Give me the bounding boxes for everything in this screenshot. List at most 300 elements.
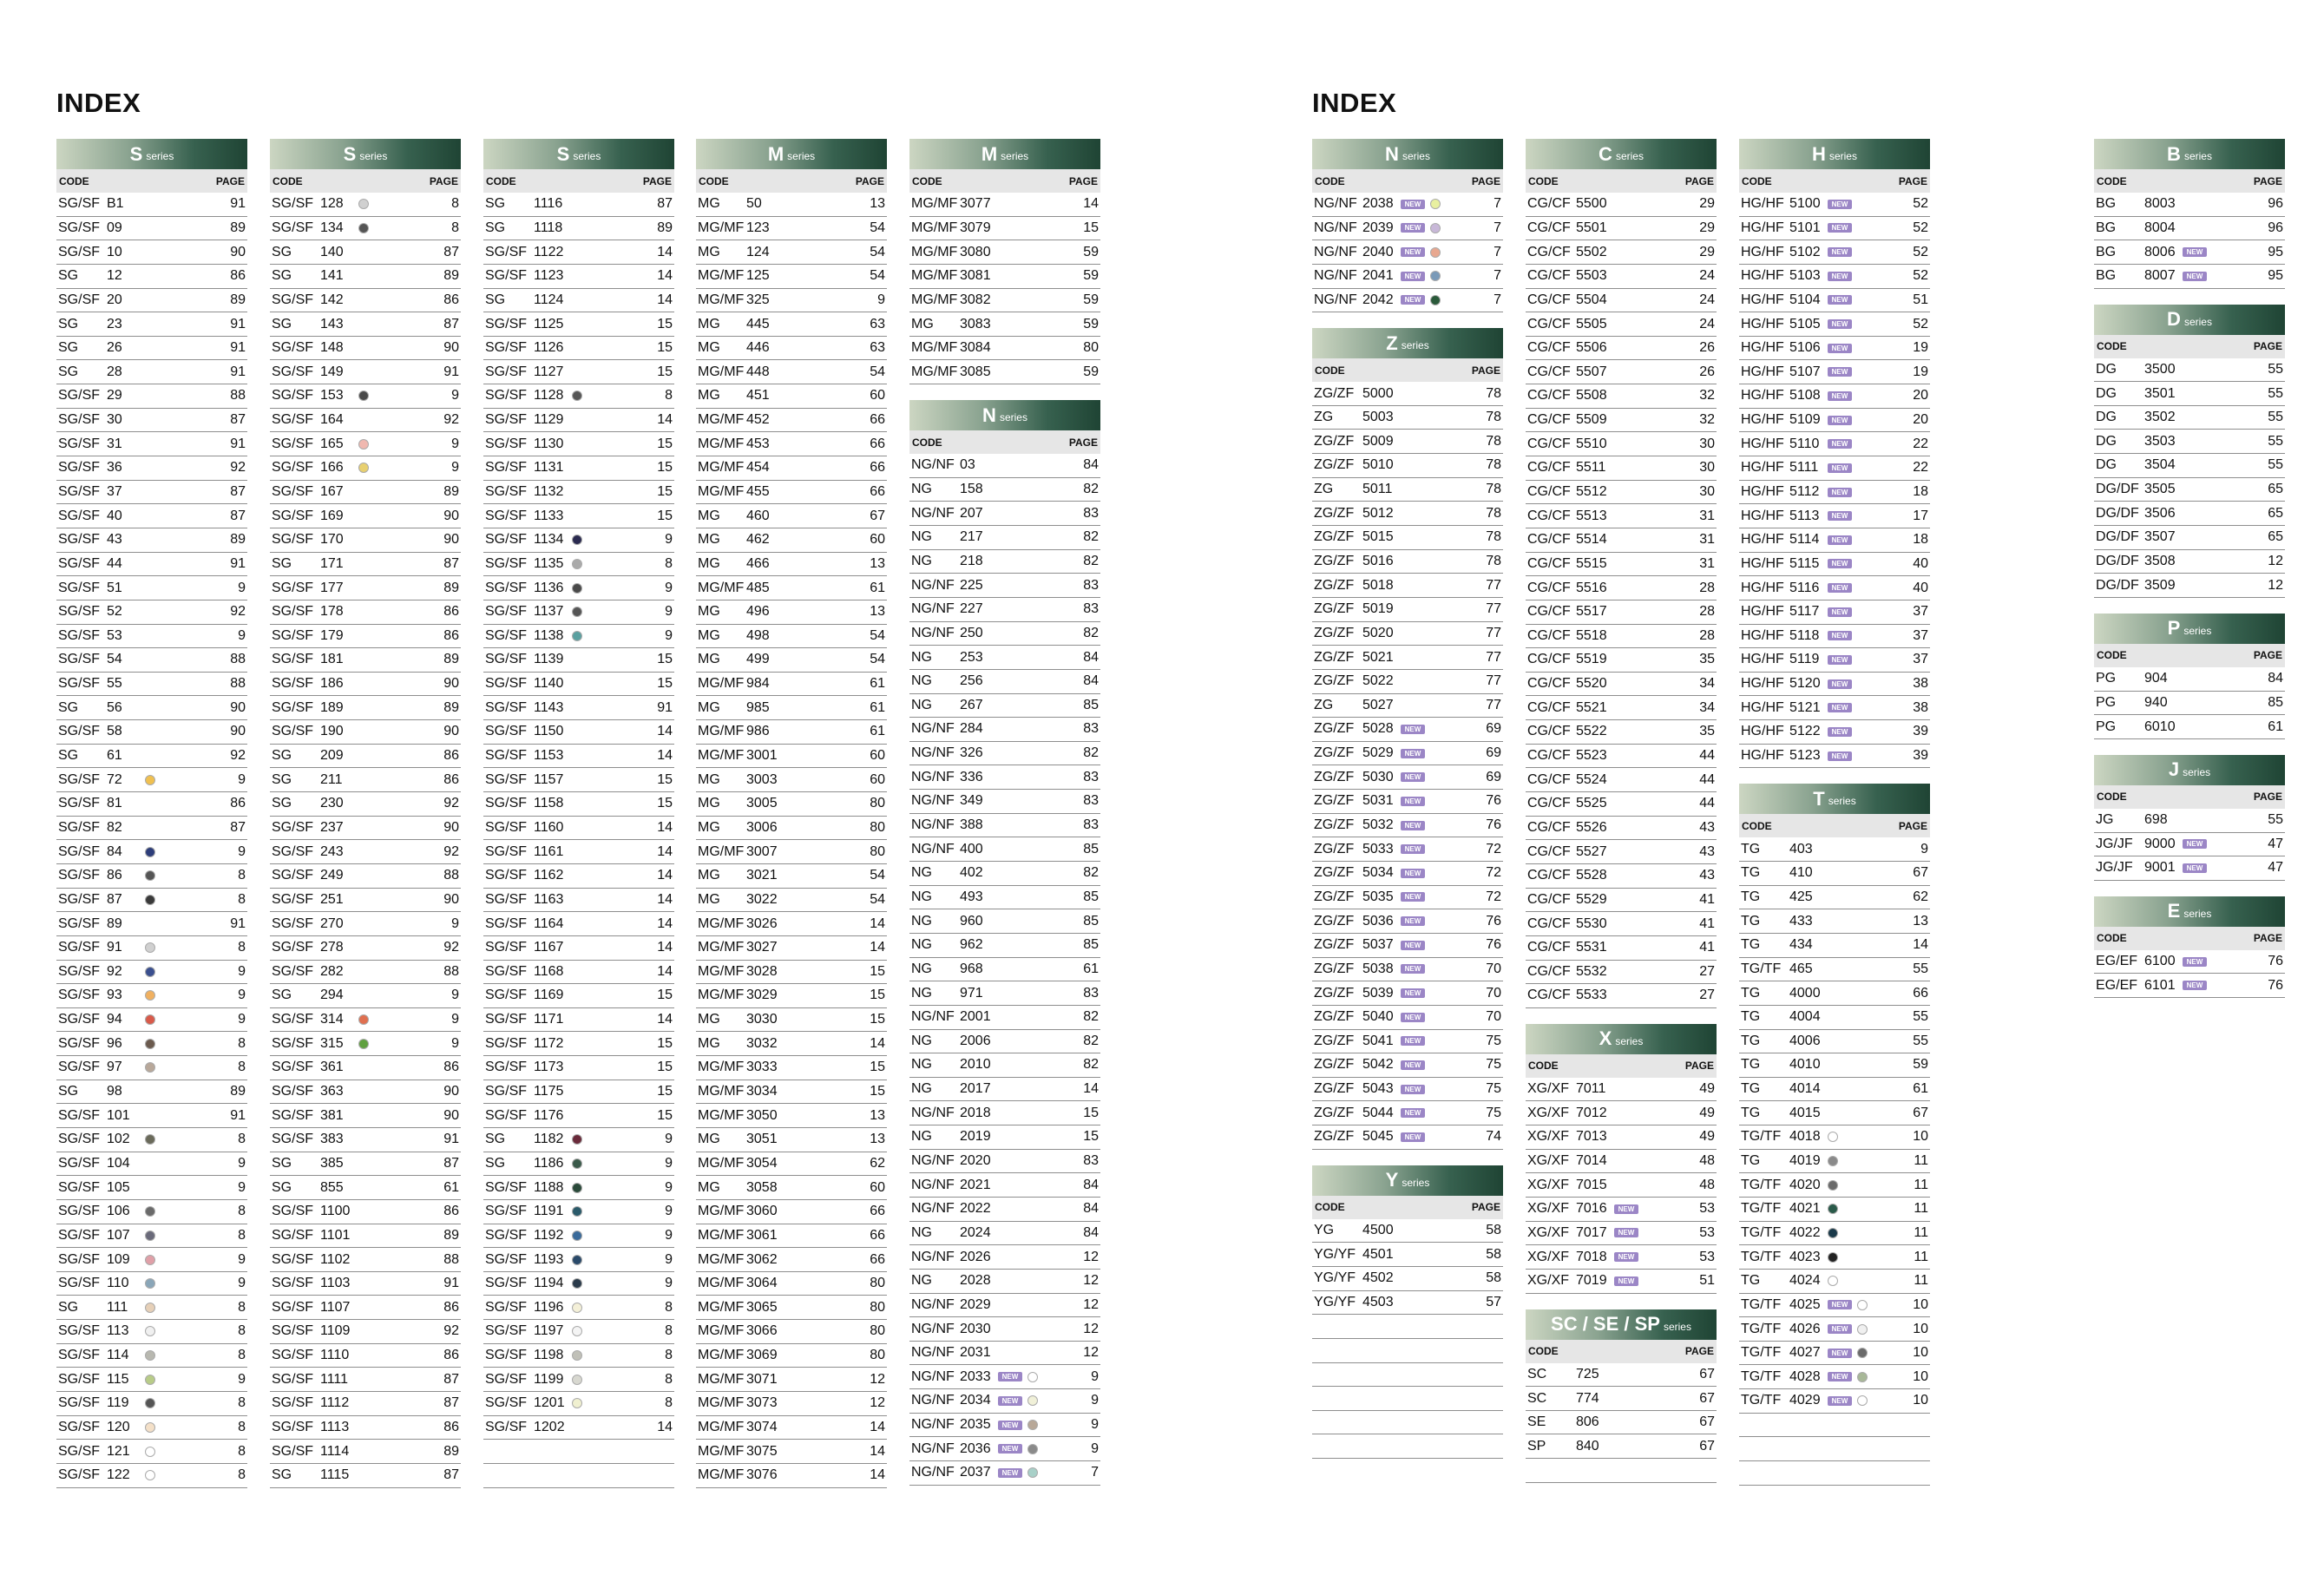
row-code-number: 7017 (1576, 1224, 1607, 1240)
row-code-prefix: ZG (1314, 697, 1334, 712)
table-row (483, 1056, 674, 1080)
table-row (270, 648, 461, 673)
row-page: 9 (238, 771, 246, 787)
row-extras (1824, 295, 1897, 305)
table-row (56, 312, 247, 337)
row-code-prefix: MG (698, 604, 720, 620)
row-code-number: 102 (107, 1132, 130, 1147)
row-page: 14 (657, 724, 673, 739)
color-swatch-icon (1027, 1444, 1038, 1454)
row-code-number: 1110 (320, 1348, 350, 1363)
row-code-prefix: DG (2096, 410, 2117, 425)
table-row (483, 625, 674, 649)
row-code-prefix: HG/HF (1741, 340, 1784, 356)
row-extras (1824, 655, 1897, 665)
row-code-number: 1102 (320, 1251, 351, 1267)
series-word: series (1663, 1320, 1691, 1333)
row-code-number: 253 (960, 649, 983, 665)
color-swatch-icon (1430, 199, 1441, 209)
row-page: 76 (2268, 954, 2283, 969)
row-page: 90 (230, 244, 246, 259)
row-page: 49 (1699, 1105, 1715, 1120)
row-code-prefix: MG (698, 819, 720, 835)
series-block (2094, 755, 2285, 881)
row-page: 10 (1913, 1368, 1928, 1384)
row-page: 31 (1699, 532, 1715, 548)
row-page: 92 (230, 604, 246, 620)
row-page: 87 (443, 244, 459, 259)
row-code-prefix: YG (1314, 1223, 1335, 1238)
page-header: PAGE (1471, 174, 1500, 187)
table-row (483, 1008, 674, 1033)
row-code-prefix: DG (2096, 457, 2117, 473)
row-code-number: 1137 (534, 604, 564, 620)
series-header (1312, 139, 1503, 169)
row-code-number: 7019 (1576, 1273, 1607, 1289)
row-page: 43 (1699, 819, 1715, 835)
row-page: 54 (870, 891, 885, 907)
row-page: 19 (1913, 364, 1928, 379)
table-row (270, 696, 461, 720)
table-row (696, 409, 887, 433)
row-code-number: 2042 (1362, 292, 1394, 307)
row-code-number: 5031 (1362, 793, 1394, 809)
row-code-number: 5021 (1362, 649, 1394, 665)
table-row (483, 504, 674, 528)
row-page: 58 (1486, 1223, 1501, 1238)
table-row (270, 1368, 461, 1392)
row-code-number: 2034 (960, 1393, 991, 1408)
row-page: 8 (238, 1467, 246, 1483)
row-code-number: 211 (320, 771, 343, 787)
row-code-prefix: TG/TF (1741, 1345, 1782, 1361)
row-code-number: 3005 (746, 796, 778, 811)
row-code-number: 28 (107, 364, 122, 379)
row-code-number: 2026 (960, 1249, 991, 1264)
index-column (1312, 139, 1503, 1474)
color-swatch-icon (145, 1422, 155, 1433)
row-extras (1397, 1132, 1470, 1142)
row-extras (1824, 511, 1897, 521)
row-page: 54 (870, 244, 885, 259)
column-header (56, 169, 247, 193)
table-row (696, 360, 887, 384)
row-code-number: 1191 (534, 1204, 564, 1219)
row-code-prefix: SG/SF (58, 1204, 101, 1219)
table-row (1312, 550, 1503, 574)
row-extras (1824, 1300, 1897, 1310)
row-code-prefix: SG/SF (272, 1251, 314, 1267)
row-page: 92 (443, 940, 459, 955)
row-code-number: 114 (107, 1348, 129, 1363)
row-page: 87 (443, 1395, 459, 1411)
row-extras (568, 1350, 641, 1361)
row-code-number: 1115 (320, 1467, 350, 1483)
row-code-number: 1192 (534, 1227, 564, 1243)
row-page: 11 (1914, 1249, 1928, 1264)
row-page: 9 (665, 1276, 673, 1291)
table-row (1526, 864, 1717, 889)
table-row (2094, 856, 2285, 881)
row-page: 95 (2268, 268, 2283, 284)
row-code-number: 5009 (1362, 433, 1394, 449)
table-row (1526, 481, 1717, 505)
row-page: 12 (1083, 1249, 1099, 1264)
row-extras (141, 847, 214, 857)
row-page: 90 (230, 699, 246, 715)
row-code-number: 110 (107, 1276, 129, 1291)
table-row (1739, 909, 1930, 934)
table-row (1739, 481, 1930, 505)
table-row (696, 193, 887, 217)
row-extras (568, 1326, 641, 1336)
table-row (1312, 1030, 1503, 1054)
row-code-prefix: CG/CF (1527, 843, 1571, 859)
row-code-number: 314 (320, 1012, 344, 1027)
new-badge: NEW (1401, 1013, 1425, 1022)
row-page: 14 (1083, 196, 1099, 212)
row-code-prefix: MG/MF (698, 988, 745, 1003)
table-row (1526, 193, 1717, 217)
table-row (1312, 430, 1503, 454)
row-code-prefix: SG/SF (485, 676, 528, 692)
row-code-prefix: SG (58, 748, 79, 764)
row-code-number: 1122 (534, 244, 564, 259)
row-code-prefix: SG/SF (485, 771, 528, 787)
row-page: 32 (1699, 412, 1715, 428)
row-code-number: 446 (746, 340, 770, 356)
row-code-prefix: NG (911, 482, 932, 497)
row-page: 24 (1699, 316, 1715, 331)
row-code-number: 3003 (746, 771, 778, 787)
table-row (56, 961, 247, 985)
color-swatch-icon (145, 895, 155, 905)
table-row (1526, 961, 1717, 985)
table-row (483, 912, 674, 936)
row-code-number: 4010 (1789, 1057, 1821, 1073)
row-code-prefix: NG (911, 1273, 932, 1289)
table-row (56, 360, 247, 384)
row-code-prefix: MG/MF (698, 1467, 745, 1483)
index-column (56, 139, 247, 1504)
row-page: 8 (665, 555, 673, 571)
row-code-prefix: ZG/ZF (1314, 865, 1355, 881)
color-swatch-icon (1027, 1420, 1038, 1430)
row-code-number: 2039 (1362, 220, 1394, 235)
row-page: 83 (1083, 985, 1099, 1001)
table-row (56, 409, 247, 433)
row-code-number: 5116 (1789, 580, 1820, 595)
row-page: 15 (657, 676, 673, 692)
row-code-number: 56 (107, 699, 122, 715)
row-code-prefix: NG (911, 1129, 932, 1145)
row-code-prefix: SG/SF (485, 412, 528, 428)
table-row (1526, 912, 1717, 936)
table-row (1526, 553, 1717, 577)
row-code-number: 5500 (1576, 196, 1607, 212)
table-row (1739, 600, 1930, 625)
series-header (56, 139, 247, 169)
row-code-number: 1194 (534, 1276, 564, 1291)
row-extras (141, 990, 214, 1001)
row-code-prefix: MG (698, 532, 720, 548)
row-code-prefix: HG/HF (1741, 484, 1784, 499)
table-row (483, 481, 674, 505)
row-extras (1824, 1228, 1897, 1238)
row-code-number: 2021 (960, 1177, 991, 1192)
row-code-prefix: MG/MF (911, 364, 958, 379)
color-swatch-icon (145, 775, 155, 785)
row-code-number: 2017 (960, 1081, 991, 1097)
row-page: 11 (1914, 1153, 1928, 1169)
series-letter: S (129, 142, 143, 165)
row-code-prefix: SG/SF (272, 1419, 314, 1434)
row-page: 91 (230, 436, 246, 451)
row-page: 55 (2268, 385, 2283, 401)
row-page: 55 (2268, 812, 2283, 828)
row-code-prefix: ZG/ZF (1314, 577, 1355, 593)
table-row (1526, 240, 1717, 265)
row-page: 69 (1486, 721, 1501, 737)
row-code-number: 1127 (534, 364, 564, 379)
new-badge: NEW (1828, 1324, 1852, 1334)
row-extras (1824, 1252, 1897, 1263)
new-badge: NEW (1401, 223, 1425, 233)
table-row (1739, 1150, 1930, 1174)
color-swatch-icon (572, 1326, 582, 1336)
table-row (483, 217, 674, 241)
row-code-prefix: SG/SF (272, 699, 314, 715)
row-page: 80 (870, 796, 885, 811)
table-row (696, 1368, 887, 1392)
row-code-number: 1198 (534, 1348, 564, 1363)
row-code-prefix: TG/TF (1741, 1296, 1782, 1312)
row-code-prefix: XG/XF (1527, 1224, 1570, 1240)
row-extras (141, 1422, 214, 1433)
empty-row (483, 1464, 674, 1488)
row-extras (1824, 559, 1897, 568)
row-code-number: 44 (107, 555, 122, 571)
color-swatch-icon (145, 1447, 155, 1457)
row-code-prefix: SG/SF (485, 1012, 528, 1027)
row-code-number: 189 (320, 699, 344, 715)
row-code-prefix: MG/MF (698, 364, 745, 379)
row-page: 53 (1699, 1224, 1715, 1240)
table-row (483, 1200, 674, 1224)
code-header: CODE (486, 174, 516, 187)
row-code-prefix: SG/SF (272, 1060, 314, 1075)
row-code-number: 4000 (1789, 985, 1821, 1001)
row-code-number: 171 (320, 555, 344, 571)
row-code-number: 270 (320, 915, 344, 931)
row-code-prefix: SG/SF (58, 843, 101, 859)
row-code-prefix: ZG/ZF (1314, 1081, 1355, 1097)
row-code-number: 4022 (1789, 1224, 1821, 1240)
row-code-number: 3504 (2144, 457, 2176, 473)
row-code-prefix: SG (58, 268, 79, 284)
index-column (270, 139, 461, 1504)
row-code-number: 3508 (2144, 554, 2176, 568)
row-code-number: 164 (320, 412, 344, 428)
row-code-prefix: SG/SF (272, 412, 314, 428)
table-row (1312, 1291, 1503, 1316)
row-code-number: 5105 (1789, 316, 1821, 331)
table-row (270, 1056, 461, 1080)
page-header: PAGE (2253, 649, 2282, 662)
row-code-number: 1196 (534, 1299, 564, 1315)
row-page: 41 (1699, 891, 1715, 907)
row-code-number: 2022 (960, 1201, 991, 1217)
table-row (1526, 625, 1717, 649)
row-code-prefix: SG/SF (485, 508, 528, 523)
row-page: 83 (1083, 577, 1099, 593)
row-code-prefix: SG/SF (272, 1107, 314, 1123)
row-extras (1824, 679, 1897, 689)
color-swatch-icon (572, 1134, 582, 1145)
row-extras (1824, 1132, 1897, 1142)
table-row (696, 1056, 887, 1080)
row-code-number: 1125 (534, 316, 564, 331)
row-code-number: 1128 (534, 388, 564, 404)
row-code-number: 5518 (1576, 627, 1607, 643)
table-row (56, 889, 247, 913)
row-page: 22 (1913, 436, 1928, 451)
row-code-prefix: ZG/ZF (1314, 1129, 1355, 1145)
row-page: 8 (238, 868, 246, 883)
row-code-number: 1158 (534, 796, 564, 811)
row-page: 14 (1083, 1081, 1099, 1097)
row-code-prefix: ZG/ZF (1314, 457, 1355, 473)
row-code-number: 177 (320, 580, 344, 595)
row-code-prefix: SG/SF (272, 220, 314, 235)
table-row (696, 768, 887, 792)
row-page: 9 (1091, 1393, 1099, 1408)
row-code-prefix: SG/SF (272, 1035, 314, 1051)
row-code-number: 5120 (1789, 676, 1821, 692)
row-page: 82 (1083, 529, 1099, 545)
series-letter: D (2167, 308, 2181, 331)
row-page: 87 (443, 1467, 459, 1483)
table-row (909, 670, 1100, 694)
row-code-prefix: ZG/ZF (1314, 1009, 1355, 1025)
table-row (270, 360, 461, 384)
new-badge: NEW (1828, 751, 1852, 761)
row-code-number: 122 (107, 1467, 130, 1483)
table-row (909, 958, 1100, 982)
row-code-number: 986 (746, 724, 770, 739)
row-page: 85 (1083, 841, 1099, 856)
row-code-prefix: SG/SF (485, 1348, 528, 1363)
row-code-prefix: ZG/ZF (1314, 769, 1355, 784)
row-page: 52 (1913, 316, 1928, 331)
table-row (1739, 432, 1930, 456)
series-word: series (1001, 150, 1029, 162)
series-word: series (1402, 1176, 1430, 1189)
row-code-number: 3064 (746, 1276, 778, 1291)
row-page: 11 (1914, 1224, 1928, 1240)
color-swatch-icon (1027, 1372, 1038, 1382)
color-swatch-icon (1828, 1228, 1838, 1238)
row-page: 9 (665, 532, 673, 548)
row-code-number: 54 (107, 652, 122, 667)
new-badge: NEW (1828, 1300, 1852, 1309)
row-code-number: 124 (746, 244, 770, 259)
table-row (696, 961, 887, 985)
page-header: PAGE (1471, 1201, 1500, 1214)
row-extras (355, 390, 428, 401)
row-code-number: 96 (107, 1035, 122, 1051)
row-extras (568, 1183, 641, 1193)
row-page: 53 (1699, 1201, 1715, 1217)
row-code-prefix: SG/SF (58, 532, 101, 548)
row-page: 12 (1083, 1321, 1099, 1336)
row-page: 78 (1486, 554, 1501, 568)
row-page: 66 (870, 1251, 885, 1267)
row-code-number: 2001 (960, 1009, 991, 1025)
row-code-prefix: NG (911, 1057, 932, 1073)
row-page: 91 (230, 340, 246, 356)
table-row (1526, 217, 1717, 241)
row-code-number: 448 (746, 364, 770, 379)
table-row (2094, 526, 2285, 550)
row-code-prefix: CG/CF (1527, 724, 1571, 739)
row-code-number: 2035 (960, 1417, 991, 1433)
table-row (1526, 1411, 1717, 1435)
row-code-prefix: SG/SF (58, 244, 101, 259)
row-code-prefix: NG (911, 649, 932, 665)
row-extras (995, 1372, 1067, 1382)
table-row (56, 265, 247, 289)
table-row (696, 673, 887, 697)
table-row (1739, 1173, 1930, 1198)
new-badge: NEW (1828, 535, 1852, 545)
row-code-prefix: NG/NF (911, 1009, 955, 1025)
new-badge: NEW (1828, 416, 1852, 425)
row-page: 10 (1913, 1393, 1928, 1408)
row-code-number: 485 (746, 580, 770, 595)
page-header: PAGE (2253, 932, 2282, 945)
row-code-number: 1167 (534, 940, 564, 955)
row-code-number: 2020 (960, 1153, 991, 1169)
row-code-prefix: NG (911, 937, 932, 953)
row-code-prefix: SG (272, 771, 292, 787)
row-page: 86 (230, 268, 246, 284)
row-page: 9 (238, 1179, 246, 1195)
table-row (270, 1248, 461, 1272)
table-row (56, 720, 247, 745)
row-page: 65 (2268, 482, 2283, 497)
row-code-prefix: NG/NF (911, 793, 955, 809)
row-page: 35 (1699, 724, 1715, 739)
row-page: 83 (1083, 601, 1099, 617)
row-code-number: 1168 (534, 963, 564, 979)
row-page: 41 (1699, 940, 1715, 955)
row-code-prefix: CG/CF (1527, 580, 1571, 595)
row-page: 76 (1486, 793, 1501, 809)
row-page: 82 (1083, 554, 1099, 568)
row-code-number: 7015 (1576, 1177, 1607, 1192)
row-page: 41 (1699, 915, 1715, 931)
row-code-number: 1201 (534, 1395, 565, 1411)
row-code-prefix: MG (698, 1132, 720, 1147)
row-code-number: 1171 (534, 1012, 564, 1027)
table-row (270, 504, 461, 528)
row-code-number: 3001 (746, 748, 778, 764)
row-code-number: 6100 (2144, 954, 2176, 969)
row-page: 62 (870, 1155, 885, 1171)
table-row (56, 289, 247, 313)
color-swatch-icon (145, 1398, 155, 1408)
